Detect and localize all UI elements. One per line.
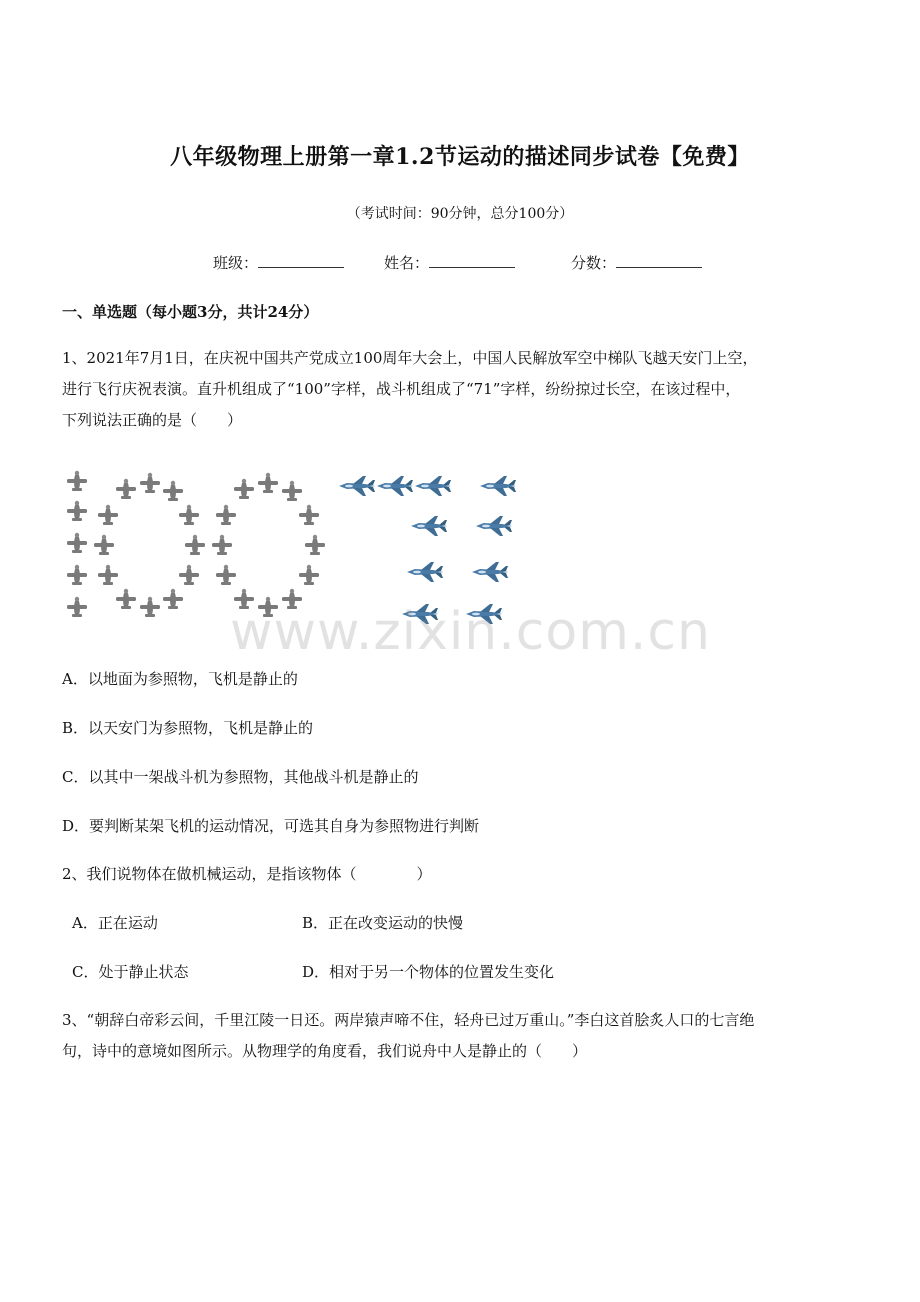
name-blank[interactable]: [429, 253, 515, 268]
question-2-stem: 2、我们说物体在做机械运动，是指该物体（ ）: [62, 865, 432, 883]
score-blank[interactable]: [616, 253, 702, 268]
fighter-jet-mark: [411, 516, 447, 536]
helicopter-mark: [140, 597, 160, 617]
question-3-line: 句，诗中的意境如图所示。从物理学的角度看，我们说舟中人是静止的（ ）: [62, 1042, 588, 1060]
class-blank[interactable]: [258, 253, 344, 268]
q1-option-d[interactable]: D．要判断某架飞机的运动情况，可选其自身为参照物进行判断: [62, 817, 480, 835]
helicopter-mark: [299, 565, 319, 585]
score-field: [571, 252, 702, 273]
fighter-jet-mark: [407, 562, 443, 582]
question-3-line: 3、“朝辞白帝彩云间，千里江陵一日还。两岸猿声啼不住，轻舟已过万重山。”李白这首脍炙人口的七言绝: [62, 1011, 755, 1029]
q2-option-c[interactable]: C．处于静止状态: [72, 963, 189, 981]
helicopter-mark: [163, 589, 183, 609]
helicopter-mark: [163, 481, 183, 501]
name-field: [384, 252, 515, 273]
q2-option-a[interactable]: A．正在运动: [72, 914, 158, 932]
score-label: 分数：: [571, 254, 617, 272]
helicopter-mark: [67, 597, 87, 617]
helicopter-mark: [305, 535, 325, 555]
question-1-line: 1、2021年7月1日，在庆祝中国共产党成立100周年大会上，中国人民解放军空中梯队飞越天安门上空，: [62, 349, 758, 367]
class-label: 班级：: [213, 254, 259, 272]
helicopter-mark: [98, 505, 118, 525]
name-label: 姓名：: [384, 254, 430, 272]
q1-option-b[interactable]: B．以天安门为参照物，飞机是静止的: [62, 719, 314, 737]
question-3-stem: [62, 1005, 862, 1067]
q1-option-c[interactable]: C．以其中一架战斗机为参照物，其他战斗机是静止的: [62, 768, 419, 786]
q2-option-d[interactable]: D．相对于另一个物体的位置发生变化: [302, 963, 555, 981]
helicopter-mark: [67, 533, 87, 553]
fighter-jet-mark: [339, 476, 375, 496]
question-1-line: 进行飞行庆祝表演。直升机组成了“100”字样，战斗机组成了“71”字样，纷纷掠过长空，在该过程中，: [62, 380, 741, 398]
helicopter-mark: [67, 471, 87, 491]
helicopter-mark: [94, 535, 114, 555]
helicopter-mark: [299, 505, 319, 525]
watermark: www.zixin.com.cn: [230, 602, 711, 662]
helicopter-mark: [98, 565, 118, 585]
page-title: 八年级物理上册第一章1.2节运动的描述同步试卷【免费】: [170, 144, 750, 170]
helicopter-mark: [212, 535, 232, 555]
helicopter-mark: [216, 565, 236, 585]
helicopter-mark: [67, 565, 87, 585]
q1-option-a[interactable]: A．以地面为参照物，飞机是静止的: [62, 670, 298, 688]
helicopter-mark: [179, 565, 199, 585]
helicopter-mark: [185, 535, 205, 555]
helicopter-mark: [216, 505, 236, 525]
helicopter-mark: [234, 479, 254, 499]
section-heading: 一、单选题（每小题3分，共计24分）: [62, 303, 319, 321]
helicopter-mark: [258, 473, 278, 493]
helicopter-mark: [67, 501, 87, 521]
q2-option-b[interactable]: B．正在改变运动的快慢: [302, 914, 464, 932]
exam-time-note: （考试时间：90分钟，总分100分）: [346, 206, 574, 222]
helicopter-mark: [116, 589, 136, 609]
question-1-line: 下列说法正确的是（ ）: [62, 411, 243, 429]
question-1-stem: [62, 343, 862, 436]
class-field: [213, 252, 344, 273]
helicopter-mark: [179, 505, 199, 525]
helicopter-mark: [116, 479, 136, 499]
fighter-jet-mark: [377, 476, 413, 496]
helicopter-mark: [282, 481, 302, 501]
fighter-jet-mark: [415, 476, 451, 496]
fighter-jet-mark: [480, 476, 516, 496]
fighter-jet-mark: [472, 562, 508, 582]
fighter-jet-mark: [476, 516, 512, 536]
helicopter-mark: [140, 473, 160, 493]
